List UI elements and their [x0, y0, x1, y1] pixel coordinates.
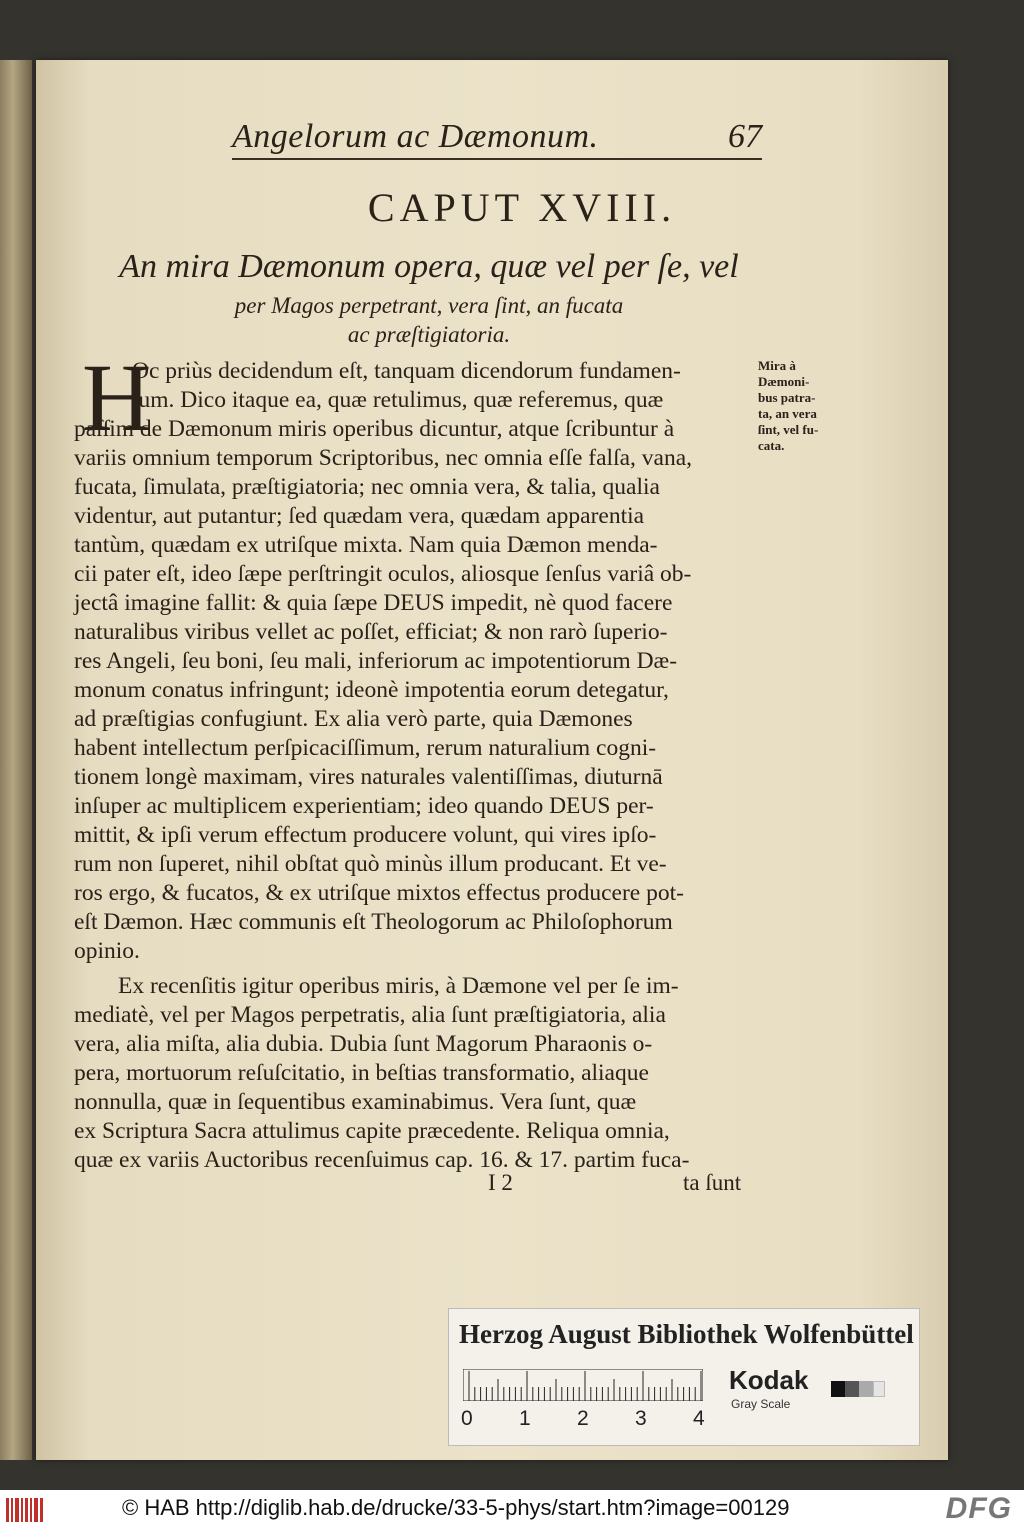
- text-line: nonnulla, quæ in ſequentibus examinabimus. Vera ſunt, quæ: [74, 1089, 637, 1115]
- chapter-subtitle-line: ac præſtigiatoria.: [347, 322, 511, 347]
- text-line: Ex recenſitis igitur operibus miris, à Dæmone vel per ſe im-: [118, 973, 679, 999]
- text-line: jectâ imagine fallit: & quia ſæpe DEUS impedit, nè quod facere: [74, 590, 673, 616]
- chapter-title: CAPUT XVIII.: [367, 185, 677, 230]
- text-line: tum. Dico itaque ea, quæ retulimus, quæ referemus, quæ: [132, 387, 664, 413]
- marginal-line: bus patra-: [758, 390, 816, 405]
- marginal-line: Mira à: [758, 358, 796, 373]
- swatch-dark-gray: [845, 1381, 859, 1397]
- page-number: 67: [728, 118, 762, 155]
- text-line: paſſim de Dæmonum miris operibus dicuntur, atque ſcribuntur à: [74, 416, 675, 442]
- text-line: mediatè, vel per Magos perpetratis, alia ſunt præſtigiatoria, alia: [74, 1002, 666, 1028]
- copyright-link[interactable]: © HAB http://diglib.hab.de/drucke/33-5-phys/start.htm?image=00129: [122, 1495, 790, 1520]
- text-line: fucata, ſimulata, præſtigiatoria; nec omnia vera, & talia, qualia: [74, 474, 660, 500]
- marginal-line: ſint, vel fu-: [758, 422, 819, 437]
- footer-bar: [0, 1490, 1024, 1529]
- ruler-number: 3: [635, 1407, 647, 1430]
- ruler-number: 2: [577, 1407, 589, 1430]
- text-line: quæ ex variis Auctoribus recenſuimus cap. 16. & 17. partim fuca-: [74, 1147, 690, 1173]
- text-line: pera, mortuorum reſuſcitatio, in beſtias transformatio, aliaque: [74, 1060, 649, 1086]
- book-edge: [0, 60, 32, 1460]
- text-line: tionem longè maximam, vires naturales valentiſſimas, diuturnā: [74, 764, 663, 790]
- gray-swatches: [831, 1381, 885, 1397]
- ruler-number: 0: [461, 1407, 473, 1430]
- running-head: Angelorum ac Dæmonum.: [232, 118, 599, 155]
- text-line: rum non ſuperet, nihil obſtat quò minùs illum producant. Et ve-: [74, 851, 667, 877]
- dfg-logo: DFG: [945, 1492, 1012, 1525]
- running-header: [232, 110, 762, 160]
- chapter-subtitle-line: An mira Dæmonum opera, quæ vel per ſe, vel: [119, 248, 739, 285]
- text-line: variis omnium temporum Scriptoribus, nec omnia eſſe falſa, vana,: [74, 445, 693, 471]
- text-line: res Angeli, ſeu boni, ſeu mali, inferiorum ac impotentiorum Dæ-: [74, 648, 678, 674]
- marginal-line: Dæmoni-: [758, 374, 810, 389]
- text-line: ad præſtigias confugiunt. Ex alia verò parte, quia Dæmones: [74, 706, 633, 732]
- swatch-light-gray: [859, 1381, 873, 1397]
- ruler-number: 1: [519, 1407, 531, 1430]
- marginal-note: [758, 358, 858, 454]
- kodak-logo: Kodak: [729, 1365, 809, 1395]
- text-line: tantùm, quædam ex utriſque mixta. Nam quia Dæmon menda-: [74, 532, 658, 558]
- swatch-white: [873, 1381, 885, 1397]
- swatch-black: [831, 1381, 845, 1397]
- text-line: opinio.: [74, 938, 140, 964]
- hab-barcode-icon: [6, 1496, 46, 1524]
- text-line: eſt Dæmon. Hæc communis eſt Theologorum ac Philoſophorum: [74, 909, 673, 935]
- marginal-line: cata.: [758, 438, 785, 453]
- text-line: ros ergo, & fucatos, & ex utriſque mixtos effectus producere pot-: [74, 880, 684, 906]
- catchword: ta ſunt: [683, 1170, 742, 1195]
- text-line: Oc priùs decidendum eſt, tanquam dicendorum fundamen-: [132, 358, 681, 384]
- text-line: videntur, aut putantur; ſed quædam vera, quædam apparentia: [74, 503, 645, 529]
- text-line: cii pater eſt, ideo ſæpe perſtringit oculos, aliosque ſenſus variâ ob-: [74, 561, 692, 587]
- text-line: vera, alia miſta, alia dubia. Dubia ſunt Magorum Pharaonis o-: [74, 1031, 653, 1057]
- chapter-subtitle-line: per Magos perpetrant, vera ſint, an fucata: [234, 293, 624, 318]
- header-rule: [232, 158, 762, 160]
- scale-ruler: [463, 1369, 703, 1401]
- gray-scale-caption: Gray Scale: [731, 1397, 791, 1411]
- text-line: mittit, & ipſi verum effectum producere volunt, qui vires ipſo-: [74, 822, 657, 848]
- drop-cap: H: [82, 344, 152, 451]
- text-line: naturalibus viribus vellet ac poſſet, efficiat; & non rarò ſuperio-: [74, 619, 668, 645]
- text-line: monum conatus infringunt; ideonè impotentia eorum detegatur,: [74, 677, 669, 703]
- marginal-line: ta, an vera: [758, 406, 817, 421]
- signature-mark: I 2: [488, 1170, 513, 1195]
- ruler-number: 4: [693, 1407, 705, 1430]
- library-color-target: [448, 1308, 920, 1446]
- ruler-numbers: [455, 1407, 715, 1433]
- library-name: Herzog August Bibliothek Wolfenbüttel: [459, 1319, 914, 1349]
- text-line: habent intellectum perſpicaciſſimum, rerum naturalium cogni-: [74, 735, 657, 761]
- text-line: ex Scriptura Sacra attulimus capite præcedente. Reliqua omnia,: [74, 1118, 670, 1144]
- text-line: inſuper ac multiplicem experientiam; ideo quando DEUS per-: [74, 793, 654, 819]
